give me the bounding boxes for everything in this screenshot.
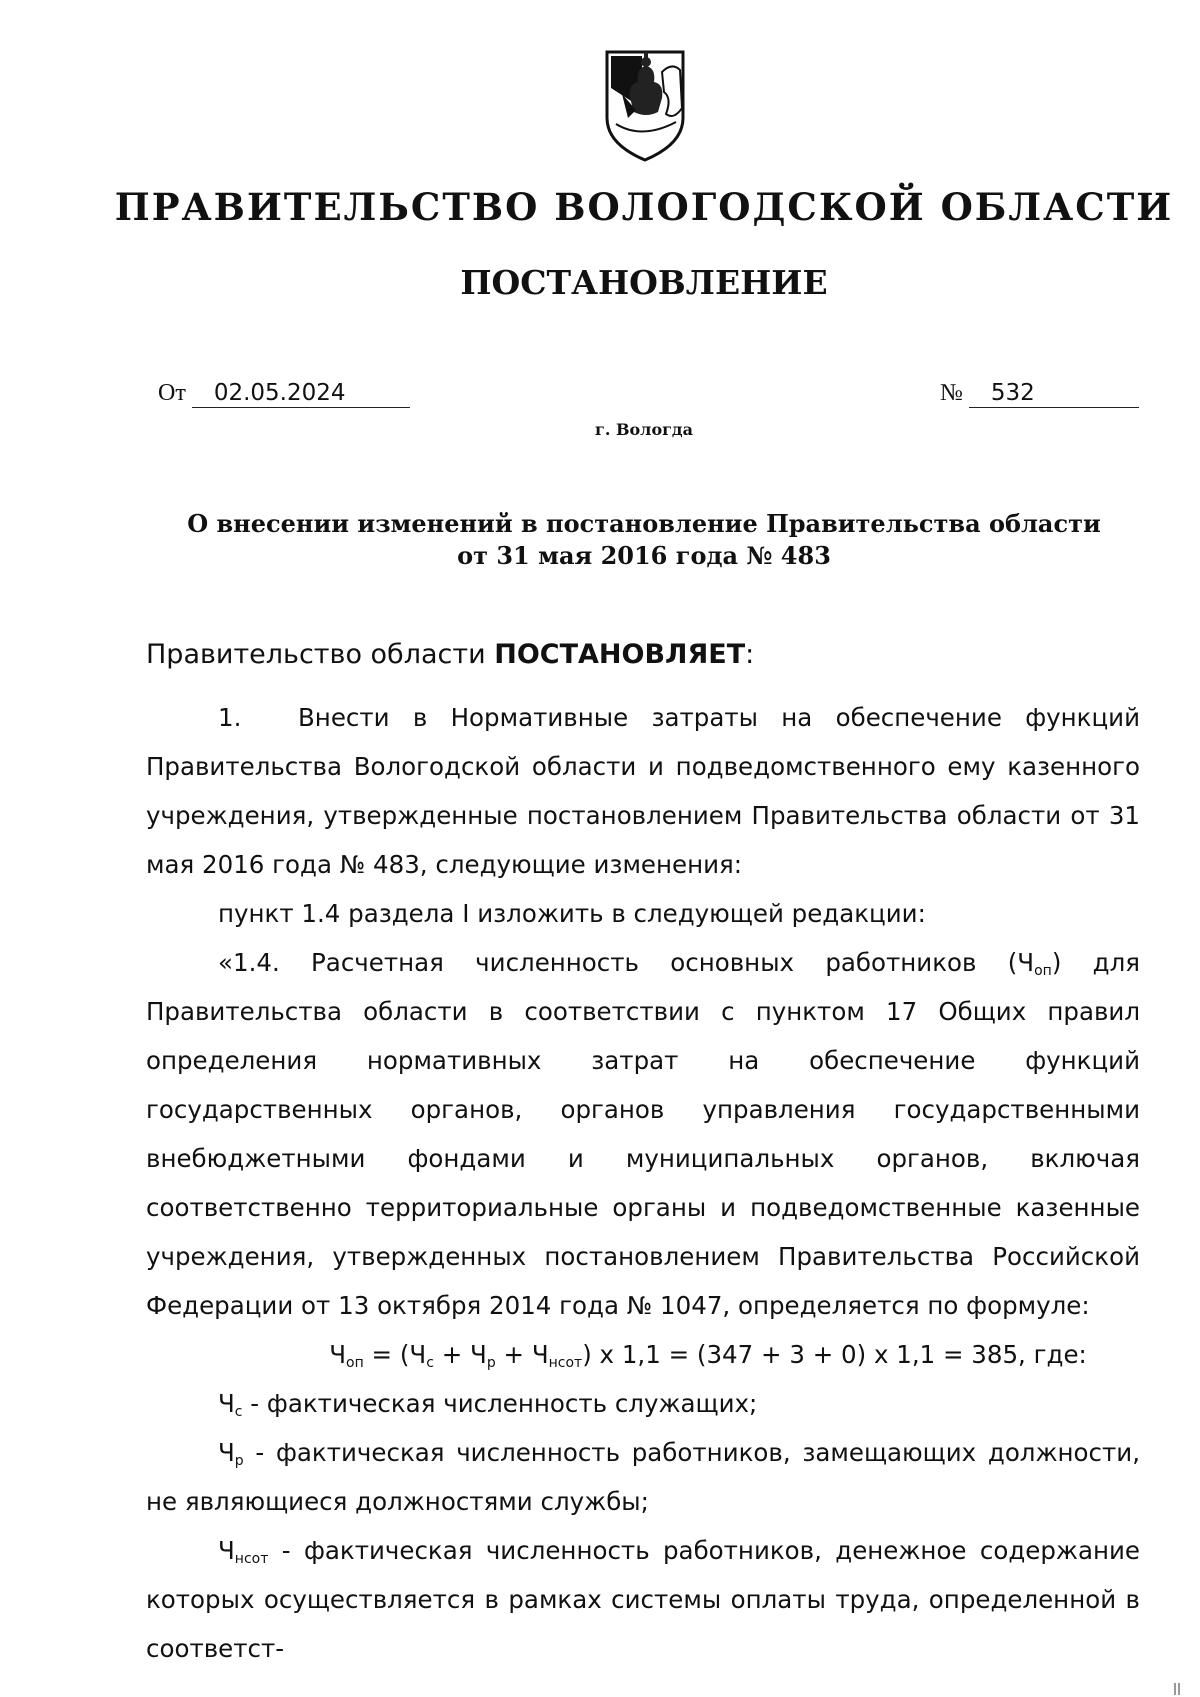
document-number: 532 (969, 380, 1139, 408)
def-subscript: с (234, 1404, 243, 1420)
definition-ch-nsot (146, 1526, 1140, 1673)
resolution-intro (146, 630, 1140, 679)
clause-paragraph: пункт 1.4 раздела I изложить в следующей редакции: (218, 899, 926, 928)
formula-eq: = ( (363, 1340, 410, 1369)
formula-tail: ) x 1,1 = (347 + 3 + 0) x 1,1 = 385, где: (582, 1340, 1087, 1369)
formula-sub-op: оп (346, 1355, 364, 1371)
def-text: - фактическая численность работников, замещающих должности, не являющиеся должностями службы; (146, 1438, 1140, 1516)
document-subject (150, 508, 1138, 572)
document-type: ПОСТАНОВЛЕНИЕ (460, 263, 828, 302)
intro-suffix: : (745, 639, 755, 670)
document-date: 02.05.2024 (192, 380, 410, 408)
number-label: № (940, 380, 963, 406)
intro-prefix: Правительство области (146, 639, 486, 670)
government-title: ПРАВИТЕЛЬСТВО ВОЛОГОДСКОЙ ОБЛАСТИ (114, 185, 1174, 229)
document-body (146, 630, 1140, 1673)
def-symbol: Ч (218, 1438, 235, 1467)
item-1-number: 1. (218, 703, 242, 732)
formula-sub-nsot: нсот (548, 1355, 583, 1371)
scan-edge-mark (1172, 1683, 1182, 1695)
formula-symbol: Ч (329, 1340, 347, 1369)
document-number-line (940, 380, 1139, 408)
quote-start: «1.4. Расчетная численность основных работников (Ч (218, 948, 1035, 977)
city-name: г. Вологда (595, 420, 693, 439)
intro-keyword: ПОСТАНОВЛЯЕТ (494, 639, 746, 670)
def-symbol: Ч (218, 1536, 235, 1565)
item-1-text: Внести в Нормативные затраты на обеспечение функций Правительства Вологодской области и подведомственного ему казенного учреждения, утвержденные постановлением Правительства области от 31 мая 2016 года № 483, следующие изменения: (146, 703, 1140, 879)
formula-plus: + (495, 1340, 532, 1369)
quote-subscript: оп (1034, 963, 1052, 979)
definition-ch-r (146, 1428, 1140, 1526)
formula-line (146, 1330, 1140, 1379)
subject-line-2: от 31 мая 2016 года № 483 (457, 541, 831, 570)
formula-sub-s: с (426, 1355, 434, 1371)
quoted-paragraph (146, 938, 1140, 1330)
document-date-line (158, 380, 410, 408)
formula-sub-r: р (486, 1355, 496, 1371)
def-text: - фактическая численность служащих; (242, 1389, 758, 1418)
formula-plus: + (433, 1340, 471, 1369)
coat-of-arms-icon (602, 48, 688, 164)
quote-rest: ) для Правительства области в соответствии с пунктом 17 Общих правил определения нормативных затрат на обеспечение функций государственных органов, органов управления государственными внебюджетными фондами и муниципальных органов, включая соответственно территориальные органы и подведомственные казенные учреждения, утвержденных постановлением Правительства Российской Федерации от 13 октября 2014 года № 1047, определяется по формуле: (146, 948, 1141, 1320)
def-subscript: нсот (234, 1551, 269, 1567)
definition-ch-s (146, 1379, 1140, 1428)
def-subscript: р (234, 1453, 244, 1469)
def-text: - фактическая численность работников, денежное содержание которых осуществляется в рамках системы оплаты труда, определенной в соответст- (146, 1536, 1140, 1663)
formula-symbol: Ч (531, 1340, 549, 1369)
date-label: От (158, 380, 186, 406)
def-symbol: Ч (218, 1389, 235, 1418)
formula-symbol: Ч (470, 1340, 487, 1369)
item-1-paragraph (146, 693, 1140, 889)
formula-symbol: Ч (409, 1340, 427, 1369)
subject-line-1: О внесении изменений в постановление Правительства области (187, 509, 1101, 538)
